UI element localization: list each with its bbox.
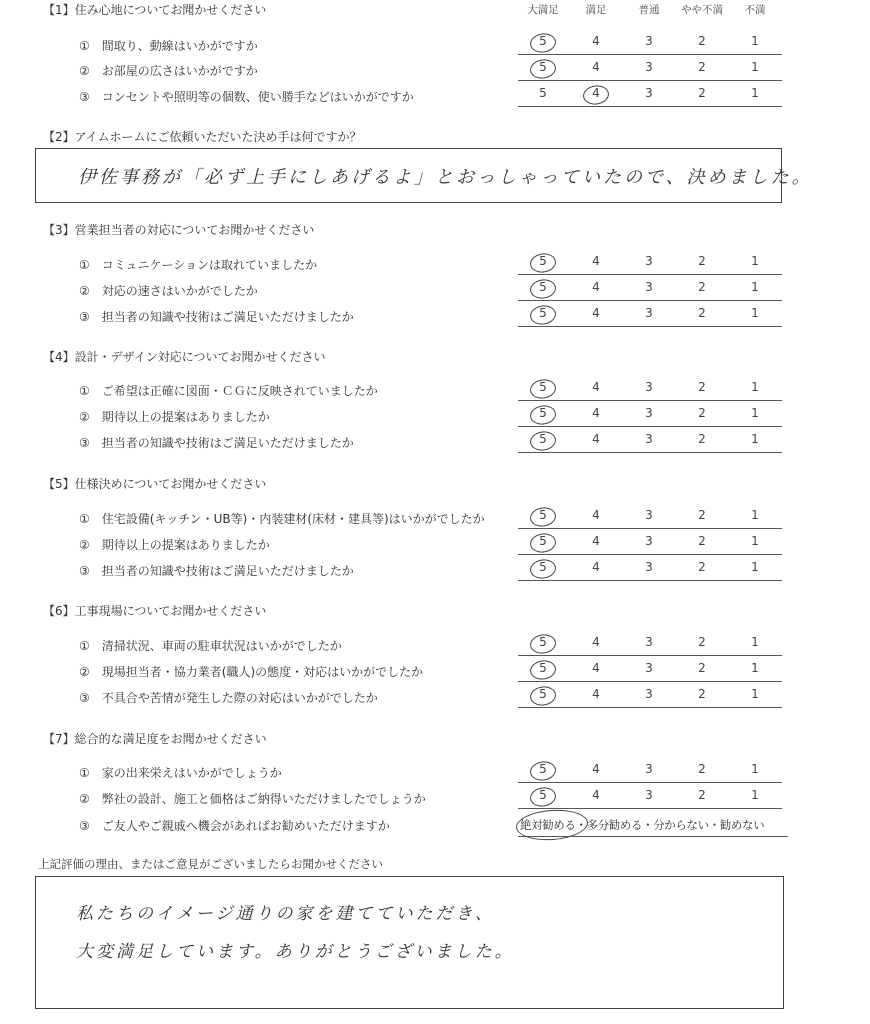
- rating-option-4[interactable]: 4: [592, 560, 600, 574]
- rating-option-1[interactable]: 1: [751, 560, 759, 574]
- rating-option-1[interactable]: 1: [751, 762, 759, 776]
- rating-option-1[interactable]: 1: [751, 86, 759, 100]
- scale-header-neutral: 普通: [638, 4, 660, 16]
- question-item: ③ 不具合や苦情が発生した際の対応はいかがでしたか: [79, 691, 378, 705]
- rating-option-5[interactable]: 5: [539, 380, 547, 394]
- question-item: ② 現場担当者・協力業者(職人)の態度・対応はいかがでしたか: [79, 665, 424, 679]
- rating-option-3[interactable]: 3: [645, 432, 653, 446]
- rating-option-4[interactable]: 4: [592, 534, 600, 548]
- selected-rating-circle: [529, 786, 557, 808]
- question-item: ② 弊社の設計、施工と価格はご納得いただけましたでしょうか: [79, 792, 426, 806]
- rating-option-3[interactable]: 3: [645, 306, 653, 320]
- answer-underline: [518, 782, 782, 783]
- answer-underline: [518, 580, 782, 581]
- rating-option-4[interactable]: 4: [592, 86, 600, 100]
- rating-option-1[interactable]: 1: [751, 534, 759, 548]
- rating-option-1[interactable]: 1: [751, 508, 759, 522]
- question-item: ③ コンセントや照明等の個数、使い勝手などはいかがですか: [79, 90, 414, 104]
- section-1-title: 【1】住み心地についてお聞かせください: [43, 3, 267, 17]
- rating-option-4[interactable]: 4: [592, 406, 600, 420]
- answer-underline: [518, 106, 782, 107]
- question-item: ② 対応の速さはいかがでしたか: [79, 284, 258, 298]
- section-6-title: 【6】工事現場についてお聞かせください: [43, 604, 267, 618]
- selected-rating-circle: [529, 58, 557, 80]
- rating-option-3[interactable]: 3: [645, 635, 653, 649]
- rating-option-1[interactable]: 1: [751, 306, 759, 320]
- rating-option-4[interactable]: 4: [592, 280, 600, 294]
- question-item: ① 家の出来栄えはいかがでしょうか: [79, 766, 282, 780]
- rating-option-4[interactable]: 4: [592, 432, 600, 446]
- section-4-title: 【4】設計・デザイン対応についてお聞かせください: [43, 350, 326, 364]
- rating-option-1[interactable]: 1: [751, 687, 759, 701]
- answer-underline: [518, 426, 782, 427]
- answer-underline: [518, 528, 782, 529]
- selected-rating-circle: [529, 659, 557, 681]
- rating-option-3[interactable]: 3: [645, 60, 653, 74]
- rating-option-4[interactable]: 4: [592, 34, 600, 48]
- rating-option-2[interactable]: 2: [698, 60, 706, 74]
- rating-option-1[interactable]: 1: [751, 788, 759, 802]
- rating-option-2[interactable]: 2: [698, 86, 706, 100]
- rating-option-5[interactable]: 5: [539, 34, 547, 48]
- rating-option-2[interactable]: 2: [698, 560, 706, 574]
- selected-rating-circle: [529, 506, 557, 528]
- answer-underline: [518, 836, 788, 837]
- rating-option-5[interactable]: 5: [539, 508, 547, 522]
- rating-option-2[interactable]: 2: [698, 380, 706, 394]
- selected-rating-circle: [529, 633, 557, 655]
- rating-option-5[interactable]: 5: [539, 432, 547, 446]
- question-item: ② お部屋の広さはいかがですか: [79, 64, 258, 78]
- rating-option-3[interactable]: 3: [645, 762, 653, 776]
- question-item: ① 住宅設備(キッチン・UB等)・内装建材(床材・建具等)はいかがでしたか: [79, 512, 485, 526]
- answer-box: [35, 148, 813, 203]
- rating-option-2[interactable]: 2: [698, 432, 706, 446]
- handwritten-comment-line-2: 大変満足しています。ありがとうございました。: [76, 942, 515, 962]
- rating-option-3[interactable]: 3: [645, 560, 653, 574]
- rating-option-4[interactable]: 4: [592, 254, 600, 268]
- answer-underline: [518, 808, 782, 809]
- rating-option-2[interactable]: 2: [698, 406, 706, 420]
- rating-option-5[interactable]: 5: [539, 560, 547, 574]
- section-2-title: 【2】アイムホームにご依頼いただいた決め手は何ですか？: [43, 130, 362, 144]
- selected-rating-circle: [529, 558, 557, 580]
- section-3-title: 【3】営業担当者の対応についてお聞かせください: [43, 223, 315, 237]
- rating-option-3[interactable]: 3: [645, 86, 653, 100]
- question-item: ① 清掃状況、車両の駐車状況はいかがでしたか: [79, 639, 342, 653]
- rating-option-4[interactable]: 4: [592, 508, 600, 522]
- selected-rating-circle: [529, 252, 557, 274]
- question-item: ③ ご友人やご親戚へ機会があればお勧めいただけますか: [79, 819, 390, 833]
- selected-rating-circle: [529, 404, 557, 426]
- rating-option-3[interactable]: 3: [645, 254, 653, 268]
- rating-option-2[interactable]: 2: [698, 280, 706, 294]
- rating-option-1[interactable]: 1: [751, 406, 759, 420]
- rating-option-2[interactable]: 2: [698, 762, 706, 776]
- rating-option-3[interactable]: 3: [645, 34, 653, 48]
- rating-option-5[interactable]: 5: [539, 254, 547, 268]
- rating-option-1[interactable]: 1: [751, 34, 759, 48]
- answer-underline: [518, 80, 782, 81]
- selected-rating-circle: [529, 532, 557, 554]
- selected-rating-circle: [529, 760, 557, 782]
- rating-option-4[interactable]: 4: [592, 306, 600, 320]
- rating-option-5[interactable]: 5: [539, 635, 547, 649]
- rating-option-4[interactable]: 4: [592, 661, 600, 675]
- answer-underline: [518, 452, 782, 453]
- rating-option-3[interactable]: 3: [645, 534, 653, 548]
- comments-title: 上記評価の理由、またはご意見がございましたらお聞かせください: [38, 857, 383, 871]
- answer-underline: [518, 681, 782, 682]
- scale-header-satisfied: 満足: [585, 4, 607, 16]
- selected-rating-circle: [529, 304, 557, 326]
- rating-option-4[interactable]: 4: [592, 788, 600, 802]
- selected-rating-circle: [529, 685, 557, 707]
- comments-box: [35, 876, 784, 1009]
- answer-underline: [518, 54, 782, 55]
- rating-option-2[interactable]: 2: [698, 508, 706, 522]
- section-7-title: 【7】総合的な満足度をお聞かせください: [43, 732, 267, 746]
- answer-underline: [518, 326, 782, 327]
- rating-option-3[interactable]: 3: [645, 380, 653, 394]
- selected-rating-circle: [529, 430, 557, 452]
- rating-option-1[interactable]: 1: [751, 635, 759, 649]
- rating-option-1[interactable]: 1: [751, 432, 759, 446]
- rating-option-2[interactable]: 2: [698, 534, 706, 548]
- selected-rating-circle: [529, 378, 557, 400]
- rating-option-3[interactable]: 3: [645, 406, 653, 420]
- selected-rating-circle: [529, 32, 557, 54]
- question-item: ③ 担当者の知識や技術はご満足いただけましたか: [79, 310, 354, 324]
- rating-option-4[interactable]: 4: [592, 687, 600, 701]
- question-item: ③ 担当者の知識や技術はご満足いただけましたか: [79, 436, 354, 450]
- rating-option-2[interactable]: 2: [698, 788, 706, 802]
- rating-option-5[interactable]: 5: [539, 280, 547, 294]
- rating-option-5[interactable]: 5: [539, 60, 547, 74]
- rating-option-5[interactable]: 5: [539, 534, 547, 548]
- rating-option-2[interactable]: 2: [698, 34, 706, 48]
- rating-option-1[interactable]: 1: [751, 60, 759, 74]
- rating-option-1[interactable]: 1: [751, 254, 759, 268]
- handwritten-answer: 伊佐事務が「必ず上手にしあげるよ」とおっしゃっていたので、決めました。: [78, 167, 813, 188]
- question-item: ② 期待以上の提案はありましたか: [79, 538, 270, 552]
- rating-option-5[interactable]: 5: [539, 661, 547, 675]
- answer-underline: [518, 707, 782, 708]
- question-item: ③ 担当者の知識や技術はご満足いただけましたか: [79, 564, 354, 578]
- rating-option-1[interactable]: 1: [751, 280, 759, 294]
- handwritten-comment-line-1: 私たちのイメージ通りの家を建てていただき、: [76, 904, 495, 924]
- question-item: ① 間取り、動線はいかがですか: [79, 39, 258, 53]
- selected-rating-circle: [529, 278, 557, 300]
- answer-underline: [518, 400, 782, 401]
- rating-option-3[interactable]: 3: [645, 661, 653, 675]
- rating-option-5[interactable]: 5: [539, 406, 547, 420]
- rating-option-5[interactable]: 5: [539, 788, 547, 802]
- rating-option-5[interactable]: 5: [539, 86, 547, 100]
- rating-option-1[interactable]: 1: [751, 380, 759, 394]
- rating-option-4[interactable]: 4: [592, 762, 600, 776]
- rating-option-2[interactable]: 2: [698, 687, 706, 701]
- rating-option-3[interactable]: 3: [645, 788, 653, 802]
- scale-header-dissatisfied: 不満: [744, 4, 766, 16]
- rating-option-4[interactable]: 4: [592, 635, 600, 649]
- answer-underline: [518, 300, 782, 301]
- rating-option-3[interactable]: 3: [645, 280, 653, 294]
- rating-option-3[interactable]: 3: [645, 687, 653, 701]
- question-item: ② 期待以上の提案はありましたか: [79, 410, 270, 424]
- question-item: ① コミュニケーションは取れていましたか: [79, 258, 318, 272]
- answer-underline: [518, 655, 782, 656]
- selected-rating-circle: [582, 84, 610, 106]
- recommend-selected-circle: [515, 808, 589, 843]
- rating-option-4[interactable]: 4: [592, 380, 600, 394]
- rating-option-2[interactable]: 2: [698, 661, 706, 675]
- rating-option-5[interactable]: 5: [539, 762, 547, 776]
- rating-option-2[interactable]: 2: [698, 254, 706, 268]
- rating-option-2[interactable]: 2: [698, 306, 706, 320]
- rating-option-3[interactable]: 3: [645, 508, 653, 522]
- scale-header-somewhat-dissatisfied: やや不満: [681, 4, 723, 16]
- scale-header-very-satisfied: 大満足: [527, 4, 559, 16]
- recommend-options: 絶対勧める・多分勧める・分からない・勧めない: [520, 818, 765, 832]
- answer-underline: [518, 554, 782, 555]
- section-5-title: 【5】仕様決めについてお聞かせください: [43, 477, 267, 491]
- question-item: ① ご希望は正確に図面・ＣＧに反映されていましたか: [79, 384, 378, 398]
- rating-option-2[interactable]: 2: [698, 635, 706, 649]
- rating-option-5[interactable]: 5: [539, 306, 547, 320]
- rating-option-5[interactable]: 5: [539, 687, 547, 701]
- answer-underline: [518, 274, 782, 275]
- rating-option-4[interactable]: 4: [592, 60, 600, 74]
- rating-option-1[interactable]: 1: [751, 661, 759, 675]
